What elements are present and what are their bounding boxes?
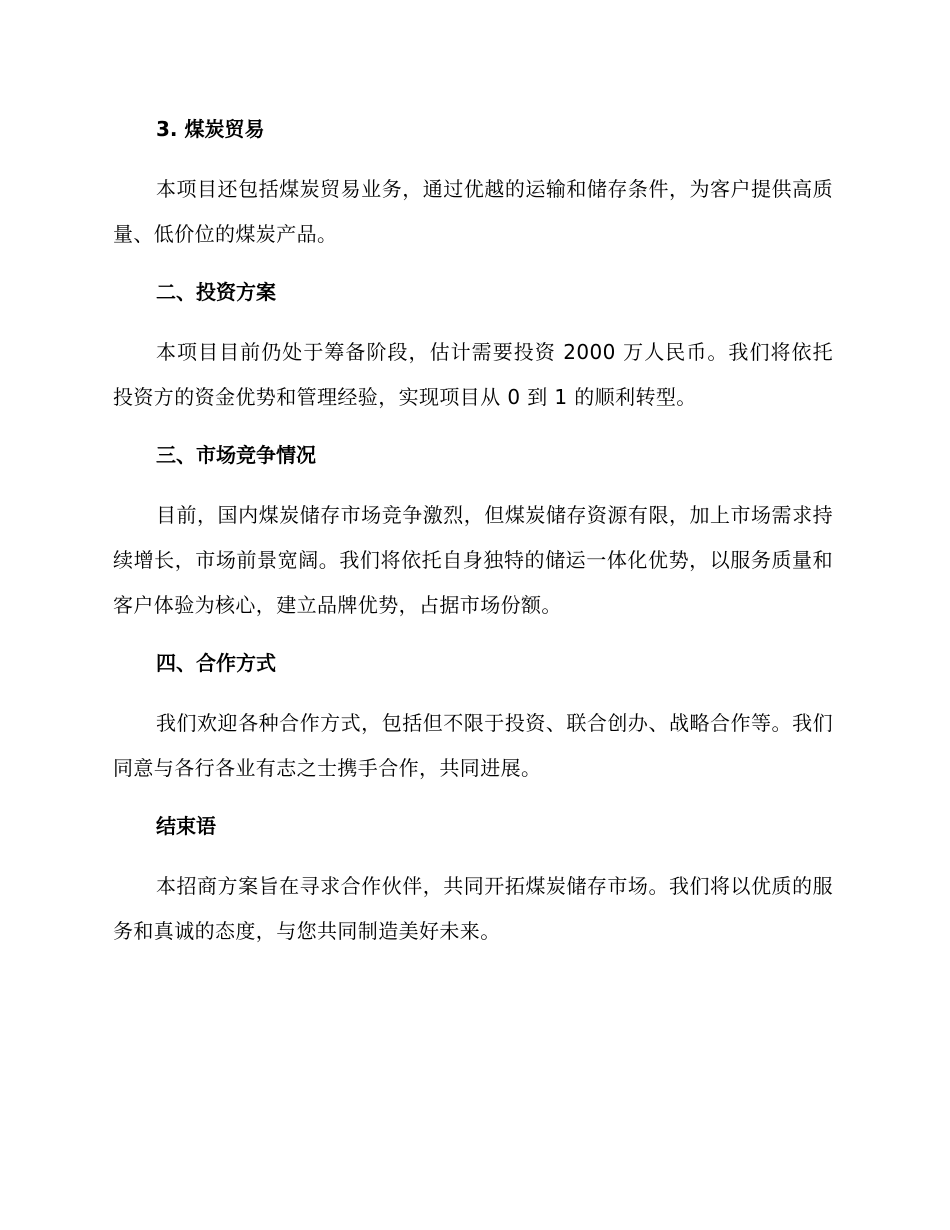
section-paragraph: 本招商方案旨在寻求合作伙伴，共同开拓煤炭储存市场。我们将以优质的服务和真诚的态度，与您共同制造美好未来。 bbox=[113, 874, 833, 943]
section-heading: 三、市场竞争情况 bbox=[156, 443, 316, 467]
section-heading: 3. 煤炭贸易 bbox=[156, 117, 265, 141]
section-paragraph: 目前，国内煤炭储存市场竞争激烈，但煤炭储存资源有限，加上市场需求持续增长，市场前景宽阔。我们将依托自身独特的储运一体化优势，以服务质量和客户体验为核心，建立品牌优势，占据市场份额。 bbox=[113, 503, 833, 617]
section-paragraph: 本项目目前仍处于筹备阶段，估计需要投资 2000 万人民币。我们将依托投资方的资金优势和管理经验，实现项目从 0 到 1 的顺利转型。 bbox=[113, 340, 833, 409]
section-investment-plan bbox=[113, 271, 833, 434]
section-paragraph: 本项目还包括煤炭贸易业务，通过优越的运输和储存条件，为客户提供高质量、低价位的煤炭产品。 bbox=[113, 177, 833, 246]
section-paragraph: 我们欢迎各种合作方式，包括但不限于投资、联合创办、战略合作等。我们同意与各行各业有志之士携手合作，共同进展。 bbox=[113, 711, 833, 780]
section-heading: 结束语 bbox=[156, 814, 216, 838]
section-coal-trade bbox=[113, 108, 833, 271]
document-body bbox=[113, 108, 833, 954]
section-heading: 二、投资方案 bbox=[156, 280, 276, 304]
section-conclusion bbox=[113, 805, 833, 954]
section-heading: 四、合作方式 bbox=[156, 651, 276, 675]
section-market-competition bbox=[113, 434, 833, 642]
section-cooperation bbox=[113, 642, 833, 805]
